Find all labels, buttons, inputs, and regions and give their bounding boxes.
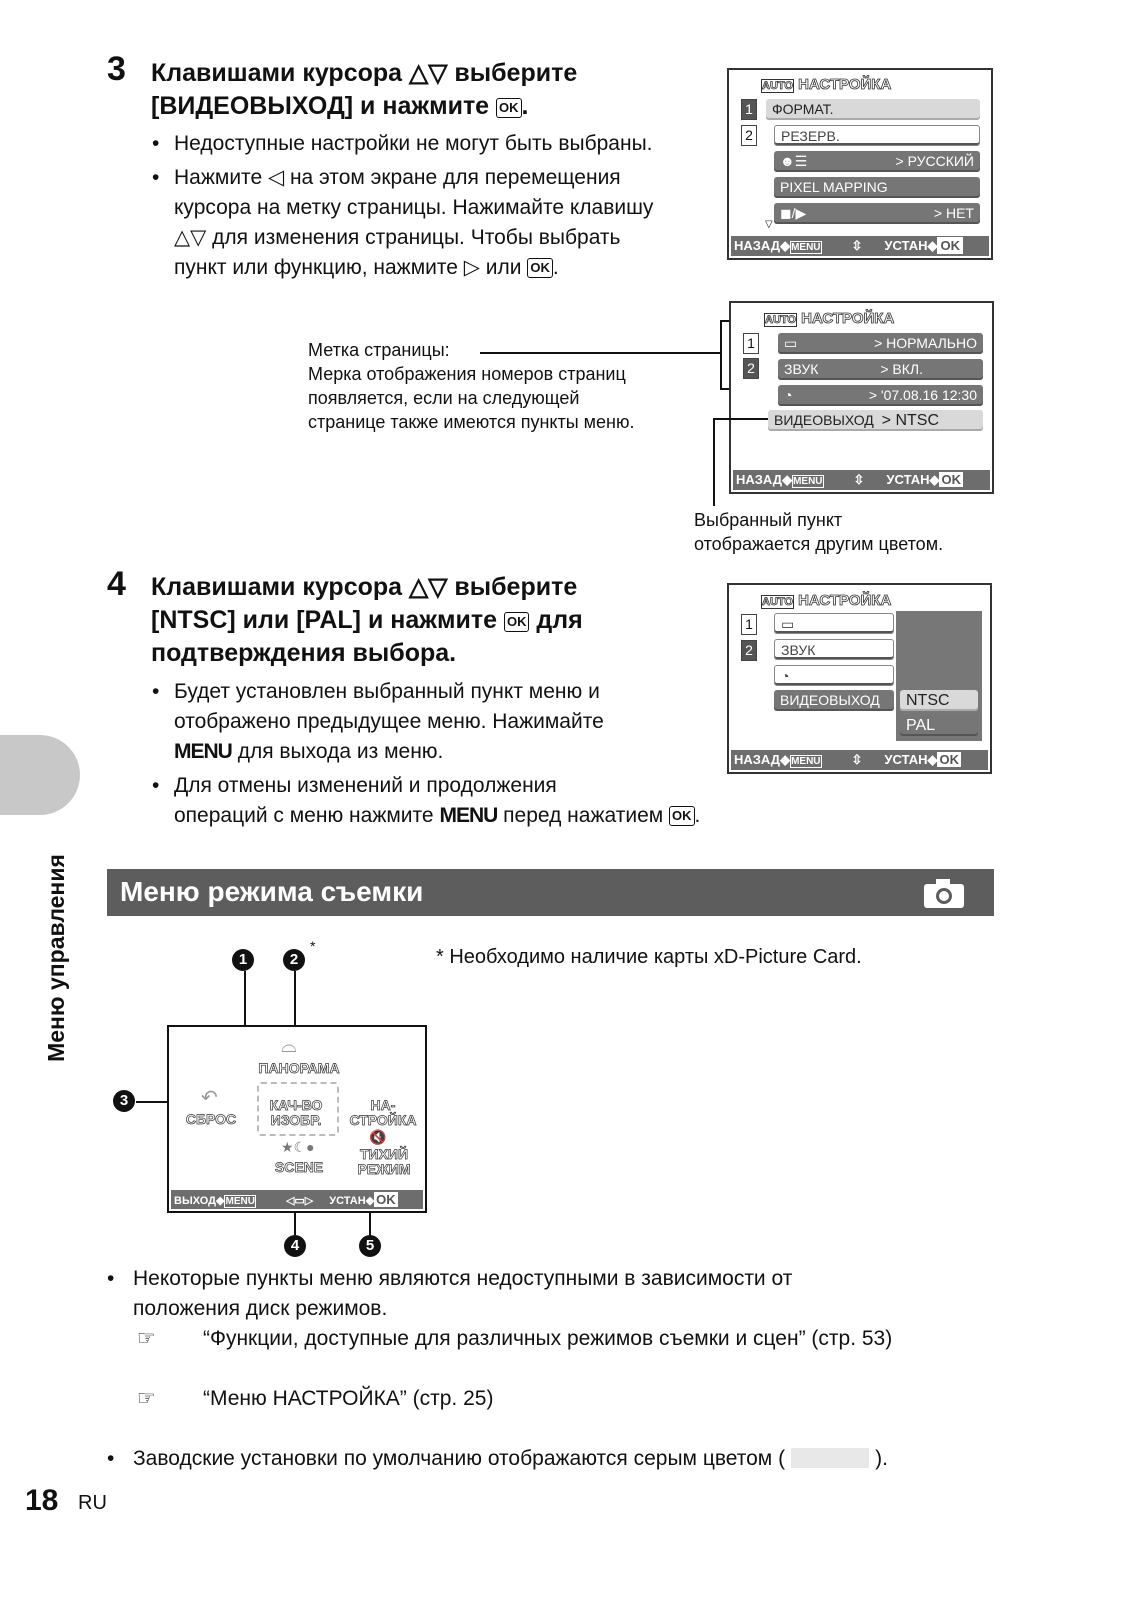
reference-link: “Меню НАСТРОЙКА” (стр. 25) (203, 1387, 494, 1410)
callout-selected-item: Выбранный пункт отображается другим цветом. (694, 510, 944, 554)
scene-icon: ★☾● (281, 1139, 315, 1155)
heading-line: Клавишами курсора △▽ выберите (151, 59, 578, 87)
callout-page-marker: Метка страницы: Мерка отображения номеров страниц появляется, если на следующей странице также имеются пункты меню. (308, 340, 635, 432)
menu-row: ЗВУК (774, 639, 894, 660)
page-marker: 1 (741, 614, 757, 635)
screen-title: AUTO НАСТРОЙКА (762, 76, 892, 93)
camera-icon (923, 877, 965, 909)
step-heading: Клавишами курсора △▽ выберите [ВИДЕОВЫХОД] и нажмите OK . (151, 59, 578, 120)
screen-footer: НАЗАД◆MENU ⇳ УСТАН◆ OK (733, 470, 990, 490)
bullet-text: пункт или функцию, нажмите ▷ или (174, 256, 522, 279)
bullet-text: △▽ для изменения страницы. Чтобы выбрать (174, 226, 621, 249)
auto-mode-icon: AUTO (762, 80, 793, 92)
leader-line (294, 971, 296, 1031)
menu-silent-mode[interactable]: ТИХИЙ РЕЖИМ (357, 1146, 411, 1177)
marker-3: 3 (113, 1090, 135, 1112)
menu-image-quality[interactable]: КАЧ-ВО ИЗОБР. (269, 1097, 323, 1128)
heading-line: [ВИДЕОВЫХОД] и нажмите (151, 92, 490, 120)
ok-button-icon: OK (496, 98, 522, 118)
reference-link: “Функции, доступные для различных режимов съемки и сцен” (стр. 53) (203, 1327, 893, 1350)
scroll-down-icon: ▽ (765, 219, 773, 230)
clock-icon: ◔ (784, 387, 793, 403)
reset-icon: ↶ (201, 1087, 218, 1109)
option-ntsc-selected: NTSC (900, 690, 978, 711)
menu-row-clock: ◔ > '07.08.16 12:30 (778, 385, 983, 406)
screen-footer: НАЗАД◆MENU ⇳ УСТАН◆ OK (731, 236, 989, 256)
page-marker: 1 (741, 99, 757, 120)
camera-screen-video-out-options (727, 583, 992, 774)
leader-line (480, 352, 721, 354)
marker-4: 4 (284, 1235, 306, 1257)
bullet-text: Нажмите ◁ на этом экране для перемещения (174, 166, 621, 189)
gray-swatch (791, 1448, 869, 1468)
side-tab-label: Меню управления (43, 854, 69, 1062)
reference-hand-icon: ☞ (137, 1327, 156, 1350)
step4-bullets: • Будет установлен выбранный пункт меню и отображено предыдущее меню. Нажимайте MENU для выхода из меню. • Для отмены изменений и продолжения операций с меню нажмите MENU перед нажатием OK . (152, 680, 701, 827)
step3-bullets: • Недоступные настройки не могут быть выбраны. • Нажмите ◁ на этом экране для перемещения курсора на метку страницы. Нажимайте клавишу △▽ для изменения страницы. Чтобы выбрать пункт или функцию, нажмите ▷ или OK . (174, 129, 714, 283)
auto-mode-icon: AUTO (762, 596, 793, 608)
menu-reset[interactable]: СБРОС (185, 1111, 237, 1127)
menu-scene[interactable]: SCENE (274, 1159, 324, 1175)
option-pal: PAL (900, 715, 978, 736)
ok-button-icon: OK (669, 806, 695, 826)
page-number: 18 (25, 1484, 59, 1517)
chapter-tab (0, 735, 80, 815)
screen-footer: ВЫХОД◆MENU ◁▭▷ УСТАН◆ OK (171, 1190, 423, 1209)
silent-mode-icon: 🔇 (369, 1129, 387, 1145)
panorama-icon: ⌓ (281, 1035, 297, 1057)
leader-line (713, 418, 768, 420)
menu-row: РЕЗЕРВ. (774, 125, 980, 146)
menu-row-language: ☻☰ > РУССКИЙ (774, 151, 980, 172)
step-number: 4 (107, 565, 126, 603)
leader-line (713, 418, 715, 506)
menu-row: PIXEL MAPPING (774, 177, 980, 198)
auto-mode-icon: AUTO (765, 314, 796, 326)
page-marker: 2 (741, 125, 757, 146)
menu-row: ВИДЕОВЫХОД (774, 690, 894, 711)
menu-row-sound: ЗВУК > ВКЛ. (778, 359, 983, 380)
menu-setup[interactable]: НА- СТРОЙКА (349, 1097, 417, 1128)
screen-title: AUTO НАСТРОЙКА (762, 592, 892, 609)
section-title: Меню режима съемки (120, 876, 424, 907)
menu-panorama[interactable]: ПАНОРАМА (258, 1060, 340, 1076)
marker-2: 2 (283, 949, 305, 971)
step-heading: Клавишами курсора △▽ выберите [NTSC] или [PAL] и нажмите OK для подтверждения выбора. (151, 573, 583, 667)
page-marker: 2 (741, 640, 757, 661)
screen-title: AUTO НАСТРОЙКА (765, 310, 895, 327)
camera-screen-setup-page1 (727, 68, 993, 260)
menu-row-display: ▭ > НОРМАЛЬНО (778, 333, 983, 354)
menu-row-camera-playback: ◼/▶ > НЕТ (774, 203, 980, 224)
screen-footer: НАЗАД◆MENU ⇳ УСТАН◆ OK (731, 750, 988, 770)
menu-row: ФОРМАТ. (766, 99, 980, 120)
camera-screen-setup-page2 (729, 301, 994, 494)
bullet-text: курсора на метку страницы. Нажимайте клавишу (174, 196, 654, 219)
language-icon: ☻☰ (780, 153, 808, 169)
reference-hand-icon: ☞ (137, 1387, 156, 1410)
menu-row: ▭ (774, 613, 894, 634)
ok-button-icon: OK (527, 258, 553, 278)
camera-playback-icon: ◼/▶ (780, 205, 807, 221)
footnote: * Необходимо наличие карты xD-Picture Card. (436, 946, 862, 968)
menu-row-video-out-selected: ВИДЕОВЫХОД > NTSC (768, 410, 983, 431)
ok-button-icon: OK (504, 612, 530, 632)
marker-5: 5 (359, 1235, 381, 1257)
bullet-text: Недоступные настройки не могут быть выбраны. (174, 132, 653, 155)
language-code: RU (78, 1492, 107, 1514)
menu-row: ◔ (774, 665, 894, 686)
step-number: 3 (107, 50, 126, 88)
asterisk: * (310, 938, 316, 954)
page-marker: 1 (743, 333, 759, 354)
marker-1: 1 (232, 949, 254, 971)
page-marker: 2 (743, 358, 759, 379)
shooting-menu-screen (167, 1025, 427, 1213)
section-header (107, 869, 994, 916)
monitor-icon: ▭ (784, 335, 798, 351)
notes: • Некоторые пункты меню являются недоступными в зависимости от положения диск режимов. ☞ “Функции, доступные для различных режимов съемки и сцен” (стр. 53) ☞ “Меню НАСТРОЙКА” (стр. 25) • Заводские установки по умолчанию отображаются серым цветом ( ). (107, 1267, 893, 1470)
